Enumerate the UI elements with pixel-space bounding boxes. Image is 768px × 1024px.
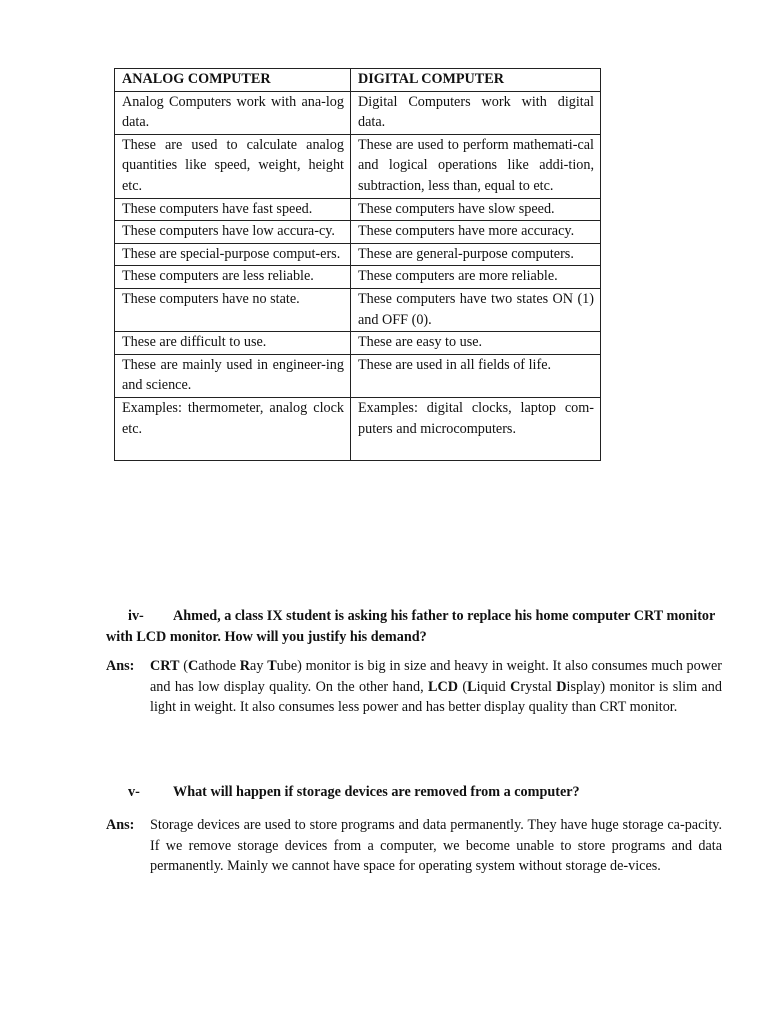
comparison-table [114,68,601,461]
table-row [115,266,601,289]
question-v [106,782,726,803]
cell-analog: These are used to calculate analog quantities like speed, weight, height etc. [115,134,351,198]
table-row [115,134,601,198]
cell-analog: Examples: thermometer, analog clock etc. [115,397,351,460]
cell-digital: These computers have more accuracy. [351,221,601,244]
cell-digital: These are used in all fields of life. [351,354,601,397]
answer-label: Ans: [106,817,135,833]
table-row [115,91,601,134]
cell-digital: These computers are more reliable. [351,266,601,289]
question-text: What will happen if storage devices are removed from a computer? [173,784,580,800]
answer-text: Storage devices are used to store programs and data permanently. They have huge storage ca-pacity. If we remove storage devices from a computer, we become unable to store programs and data permanently. Mainly we cannot have space for operating system without storage de-vices. [150,817,722,875]
cell-analog: Analog Computers work with ana-log data. [115,91,351,134]
cell-digital: These are general-purpose computers. [351,243,601,266]
table-row [115,198,601,221]
cell-digital: These computers have slow speed. [351,198,601,221]
cell-analog: These computers have no state. [115,288,351,331]
cell-digital: Examples: digital clocks, laptop com-puters and microcomputers. [351,397,601,460]
table-row [115,243,601,266]
table-row [115,332,601,355]
answer-text: CRT (Cathode Ray Tube) monitor is big in size and heavy in weight. It also consumes much power and has low display quality. On the other hand, LCD (Liquid Crystal Display) monitor is slim and light in weight. It also consumes less power and has better display quality than CRT monitor. [150,658,722,716]
cell-analog: These computers are less reliable. [115,266,351,289]
question-iv [106,606,726,648]
cell-digital: Digital Computers work with digital data. [351,91,601,134]
table-row [115,288,601,331]
question-number: v- [128,784,140,800]
answer-label: Ans: [106,658,135,674]
table-row [115,397,601,460]
table-row [115,221,601,244]
header-digital: DIGITAL COMPUTER [351,69,601,92]
table-row [115,354,601,397]
question-text: Ahmed, a class IX student is asking his father to replace his home computer CRT monitor with LCD monitor. How will you justify his demand? [106,608,716,645]
table-header-row [115,69,601,92]
cell-analog: These are special-purpose comput-ers. [115,243,351,266]
cell-analog: These computers have low accura-cy. [115,221,351,244]
cell-analog: These are mainly used in engineer-ing and science. [115,354,351,397]
cell-analog: These computers have fast speed. [115,198,351,221]
cell-digital: These computers have two states ON (1) and OFF (0). [351,288,601,331]
answer-iv [106,656,722,718]
cell-analog: These are difficult to use. [115,332,351,355]
question-number: iv- [128,608,144,624]
answer-v [106,815,722,877]
cell-digital: These are used to perform mathemati-cal and logical operations like addi-tion, subtraction, less than, equal to etc. [351,134,601,198]
cell-digital: These are easy to use. [351,332,601,355]
header-analog: ANALOG COMPUTER [115,69,351,92]
